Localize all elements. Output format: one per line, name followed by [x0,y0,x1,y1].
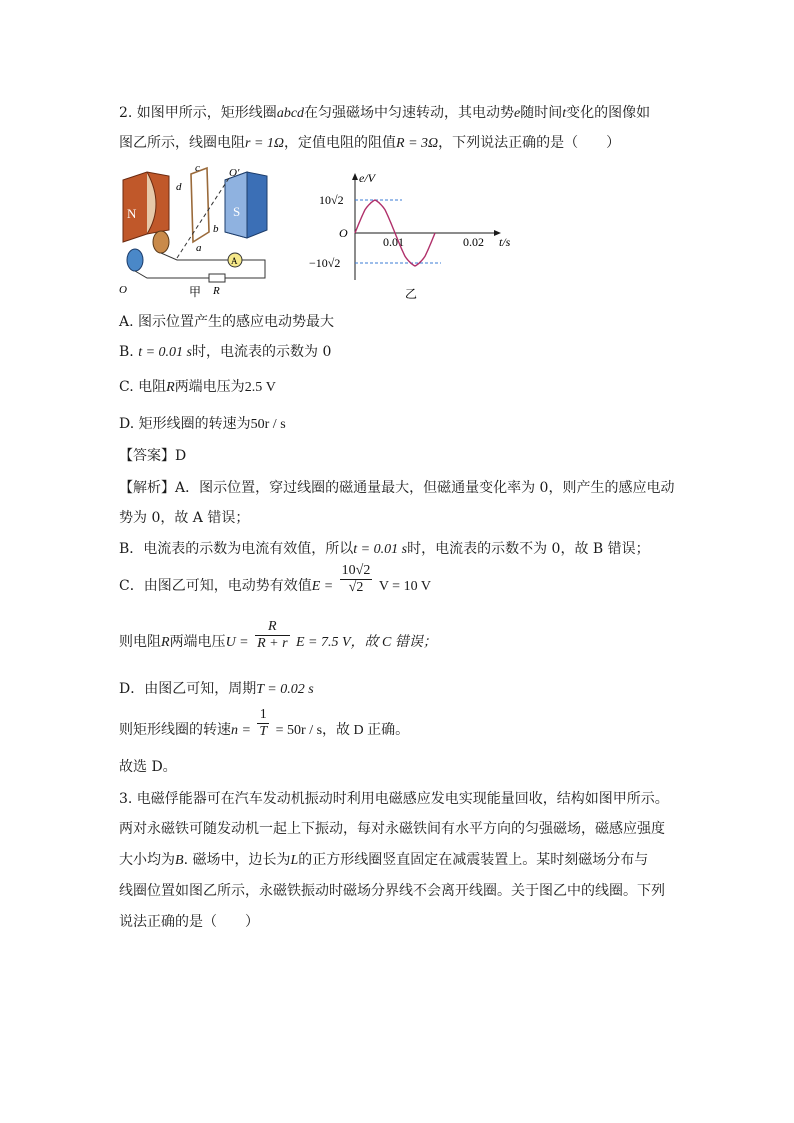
figure-caption-yi: 乙 [405,287,418,301]
s-label: S [233,204,241,219]
slip-ring-2 [127,249,143,271]
y-axis-label: e/V [359,171,375,185]
label-o: O [119,284,127,296]
explanation-line8: 故选 D。 [119,759,177,775]
figure-caption-jia: 甲 [189,285,202,299]
origin-label: O [339,226,348,240]
q2-stem-line2: 图乙所示，线圈电阻r = 1Ω，定值电阻的阻值R = 3Ω，下列说法正确的是（ ） [119,135,621,151]
answer: 【答案】D [119,448,187,464]
label-b: b [213,223,219,235]
n-label: N [127,206,137,221]
label-d: d [176,181,182,193]
ymin-label: −10√2 [309,256,341,270]
explanation-line4: C．由图乙可知，电动势有效值E = $\frac{10√2}{√2}$ V = 10 V [119,562,431,595]
q2-stem-line1: 2. 如图甲所示，矩形线圈abcd在匀强磁场中匀速转动，其电动势e随时间t变化的图像如 [119,105,651,121]
q3-line2: 两对永磁铁可随发动机一起上下振动，每对永磁铁间有水平方向的匀强磁场，磁感应强度 [119,821,665,837]
ammeter-label: A [231,256,238,266]
x-tick-label-0.02: 0.02 [463,235,484,249]
q3-line5: 说法正确的是（ ） [119,914,259,930]
q3-line4: 线圈位置如图乙所示，永磁铁振动时磁场分界线不会离开线圈。关于图乙中的线圈。下列 [119,883,665,899]
fraction-emf: $\frac{10√2}{√2}$ [341,562,371,595]
explanation-line7: 则矩形线圈的转速n = $\frac{1}{T}$ = 50r / s，故 D 正确。 [119,706,410,739]
option-c[interactable]: C. 电阻R两端电压为2.5 V [119,379,276,395]
label-c: c [195,162,200,174]
resistor-label: R [213,285,220,297]
q3-line3: 大小均为B. 磁场中，边长为L的正方形线圈竖直固定在减震装置上。某时刻磁场分布与 [119,852,649,868]
option-b[interactable]: B. t = 0.01 s时，电流表的示数为 0 [119,344,332,360]
x-tick-label-0.01: 0.01 [383,235,404,249]
explanation-line3: B．电流表的示数为电流有效值，所以t = 0.01 s时，电流表的示数不为 0，故 B 错误； [119,541,650,557]
x-axis-label: t/s [499,235,511,249]
wire-bottom [135,271,209,278]
resistor [209,274,225,282]
explanation-line5: 则电阻R两端电压U = $\frac{R}{R + r}$ E = 7.5 V，故 C 错误； [119,618,437,651]
option-a[interactable]: A. 图示位置产生的感应电动势最大 [119,314,335,330]
explanation-line1: 【解析】A．图示位置，穿过线圈的磁通量最大，但磁通量变化率为 0，则产生的感应电动 [119,480,675,496]
figure-generator [117,160,277,300]
y-arrow [352,173,358,180]
label-a: a [196,242,202,254]
rotation-axis [177,178,229,258]
ymax-label: 10√2 [319,193,344,207]
explanation-line2: 势为 0，故 A 错误； [119,510,250,526]
figure-emf-graph [305,170,515,302]
option-d[interactable]: D. 矩形线圈的转速为50r / s [119,416,286,432]
explanation-line6: D．由图乙可知，周期T = 0.02 s [119,681,314,697]
fraction-speed: $\frac{1}{T}$ [259,706,268,739]
label-o-prime: O′ [229,167,240,179]
q3-line1: 3. 电磁俘能器可在汽车发动机振动时利用电磁感应发电实现能量回收，结构如图甲所示。 [119,791,669,807]
coil [191,168,209,242]
slip-ring-1 [153,231,169,253]
fraction-voltage: $\frac{R}{R + r}$ [257,618,288,651]
